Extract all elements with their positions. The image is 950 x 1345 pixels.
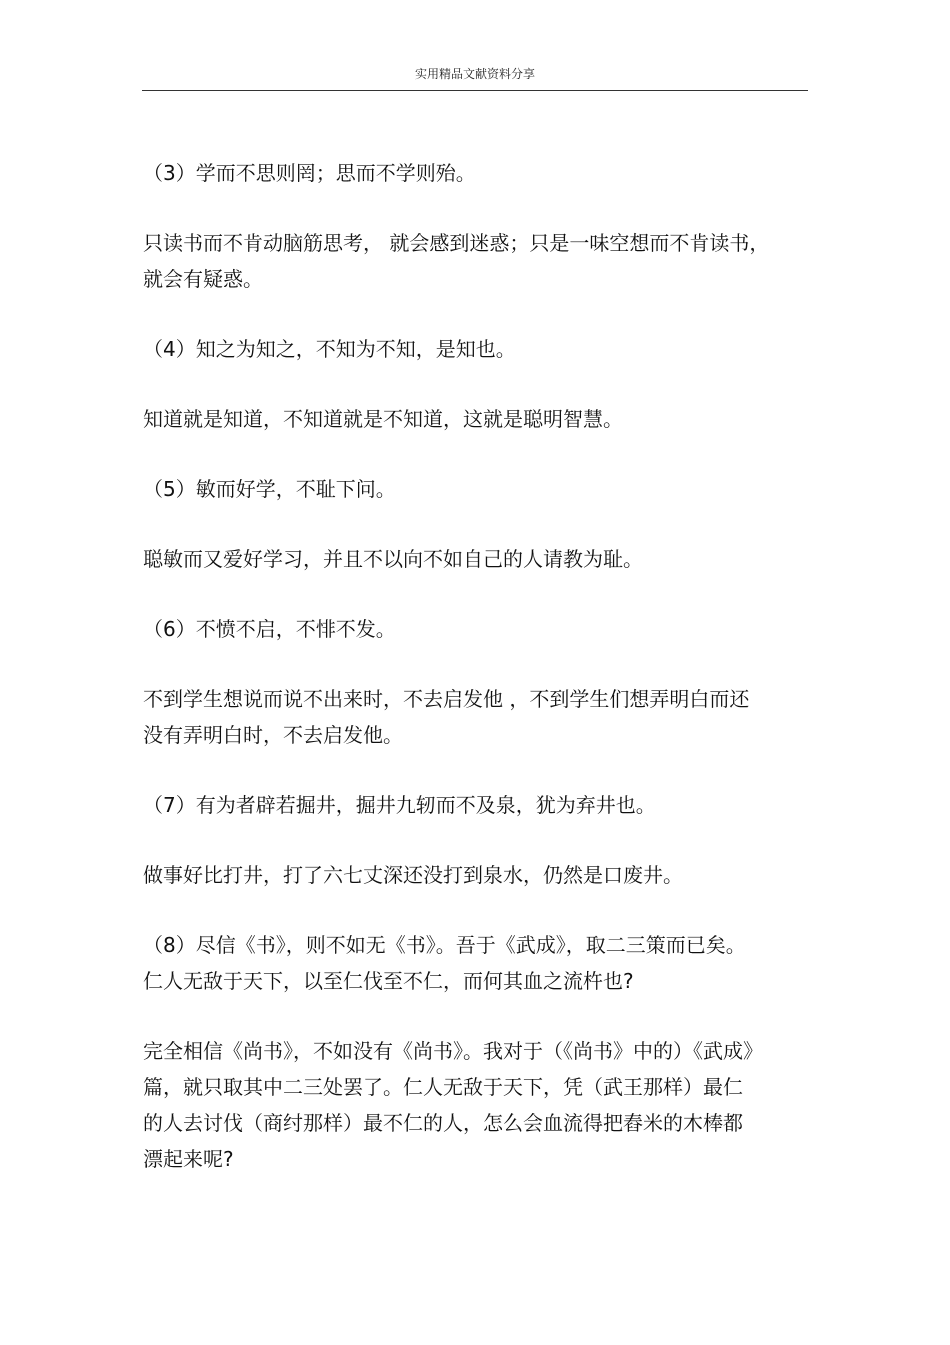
header-divider bbox=[142, 90, 808, 91]
paragraph-quote-3 bbox=[143, 155, 803, 191]
text-line: （7）有为者辟若掘井，掘井九轫而不及泉，犹为弃井也。 bbox=[143, 793, 656, 817]
paragraph-translation-7 bbox=[143, 857, 803, 893]
text-line: （8）尽信《书》，则不如无《书》。吾于《武成》，取二三策而已矣。 bbox=[143, 933, 746, 957]
page-header bbox=[142, 66, 808, 82]
paragraph-quote-4 bbox=[143, 331, 803, 367]
paragraph-translation-6 bbox=[143, 681, 803, 753]
paragraph-quote-7 bbox=[143, 787, 803, 823]
header-title: 实用精品文献资料分享 bbox=[414, 67, 535, 81]
text-line: （4）知之为知之，不知为不知，是知也。 bbox=[143, 337, 516, 361]
text-line: 仁人无敌于天下，以至仁伐至不仁，而何其血之流杵也? bbox=[143, 969, 634, 993]
document-body bbox=[143, 155, 803, 1177]
text-line: 篇，就只取其中二三处罢了。仁人无敌于天下，凭（武王那样）最仁 bbox=[143, 1075, 743, 1099]
paragraph-quote-5 bbox=[143, 471, 803, 507]
paragraph-translation-4 bbox=[143, 401, 803, 437]
text-line: 没有弄明白时，不去启发他。 bbox=[143, 723, 403, 747]
text-line: 的人去讨伐（商纣那样）最不仁的人，怎么会血流得把舂米的木棒都 bbox=[143, 1111, 743, 1135]
text-line: （3）学而不思则罔；思而不学则殆。 bbox=[143, 161, 476, 185]
paragraph-quote-6 bbox=[143, 611, 803, 647]
paragraph-translation-3 bbox=[143, 225, 803, 297]
text-line: 不到学生想说而说不出来时，不去启发他 ，不到学生们想弄明白而还 bbox=[143, 687, 750, 711]
paragraph-quote-8 bbox=[143, 927, 803, 999]
text-line: 完全相信《尚书》，不如没有《尚书》。我对于（《尚书》中的）《武成》 bbox=[143, 1039, 763, 1063]
text-line: 聪敏而又爱好学习，并且不以向不如自己的人请教为耻。 bbox=[143, 547, 643, 571]
text-line: 漂起来呢? bbox=[143, 1147, 234, 1171]
text-line: （6）不愤不启，不悱不发。 bbox=[143, 617, 396, 641]
text-line: 知道就是知道，不知道就是不知道，这就是聪明智慧。 bbox=[143, 407, 623, 431]
paragraph-translation-8 bbox=[143, 1033, 803, 1177]
text-line: （5）敏而好学，不耻下问。 bbox=[143, 477, 396, 501]
text-line: 就会有疑惑。 bbox=[143, 267, 263, 291]
text-line: 只读书而不肯动脑筋思考， 就会感到迷惑；只是一味空想而不肯读书， bbox=[143, 231, 770, 255]
text-line: 做事好比打井，打了六七丈深还没打到泉水，仍然是口废井。 bbox=[143, 863, 683, 887]
paragraph-translation-5 bbox=[143, 541, 803, 577]
